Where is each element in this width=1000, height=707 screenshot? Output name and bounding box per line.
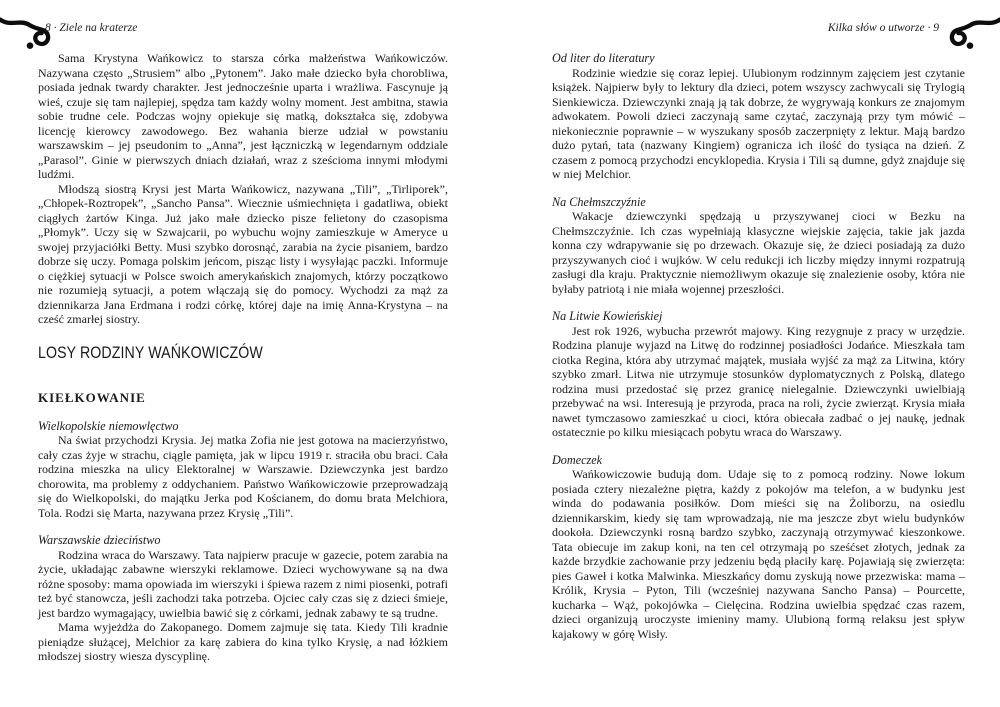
right-page [552, 21, 965, 641]
running-header-left: 8 · Ziele na kraterze [45, 22, 138, 34]
paragraph: Mama wyjeżdża do Zakopanego. Domem zajmuje się tata. Kiedy Tili kradnie pieniądze służącej, Melchior za karę zabiera do kina tylko Krysię, a nad łóżkiem młodszej siostry wiesza dyscyplinę. [38, 620, 448, 663]
subsection-subhead: Domeczek [552, 452, 603, 467]
section-domeczek [552, 453, 965, 642]
subsection-subhead: Wielkopolskie niemowlęctwo [38, 418, 179, 433]
section-od-liter-do-literatury [552, 51, 965, 182]
subsection-subhead: Warszawskie dzieciństwo [38, 533, 161, 547]
paragraph: Jest rok 1926, wybucha przewrót majowy. King rezygnuje z pracy w urzędzie. Rodzina planuje wyjazd na Litwę do rodzinnej posiadłości Jodańce. Mieszkała tam ciotka Regina, która aby utrzymać majątek, musiała wyjść za mąż za Litwina, który szybko zmarł. Litwa nie utrzymuje stosunków dyplomatycznych z Polską, dlatego rodzina musi przedostać się przez granicę nielegalnie. Dziewczynki uwielbiają przebywać na wsi. Interesują je przyroda, praca na roli, życie zwierząt. Krysia miała nawet tymczasowo zamieszkać u cioci, która obiecała zadbać o jej naukę, jednak ostatecznie po kilku miesiącach pobytu wraca do Warszawy. [552, 323, 965, 439]
paragraph: Wańkowiczowie budują dom. Udaje się to z pomocą rodziny. Nowe lokum posiada cztery niezależne piętra, każdy z pokojów ma telefon, a w budynku jest winda do podawania posiłków. Dom mieści się na Żoliborzu, na osiedlu dziennikarskim, kiedy się tam wprowadzają, nie ma jeszcze zbyt wielu budynków dookoła. Dziewczynki rosną bardzo szybko, zaczynają otrzymywać kieszonkowe. Tata obiecuje im zakup koni, na ten cel otrzymają po sześćset złotych, jednak za każde brzydkie zachowanie przy jedzeniu będą płaciły karę. Pojawiają się zwierzęta: pies Gaweł i kotka Malwinka. Mieszkańcy domu zyskują nowe przezwiska: mama – Królik, Krysia – Pyton, Tili (wcześniej nazywana Sancho Pansa) – Pourcette, kucharka – Wąż, pokojówka – Cielęcina. Rodzina uwielbia spędzać czas razem, dzieci organizują uroczyste imieniny mamy. Ulubioną formą relaksu jest spływ kajakowy w górę Wisły. [552, 467, 965, 641]
running-header-right: Kilka słów o utworze · 9 [827, 22, 939, 34]
left-page [38, 21, 448, 664]
section-na-chelmszczyznie [552, 195, 965, 297]
section-wielkopolskie-niemowlectwo [38, 419, 448, 521]
left-page-body [38, 51, 448, 664]
subsection-subhead: Na Chełmszczyźnie [552, 194, 646, 209]
subsection-subhead: Na Litwie Kowieńskiej [552, 309, 663, 323]
subsection-subhead: Od liter do literatury [552, 51, 655, 65]
section-heading: LOSY RODZINY WAŃKOWICZÓW [38, 343, 263, 362]
paragraph: Wakacje dziewczynki spędzają u przyszywanej cioci w Bezku na Chełmszczyźnie. Ich czas wypełniają klasyczne wiejskie zajęcia, takie jak jazda konna czy wdrapywanie się po drzewach. Okazuje się, że dzieci posiadają za dużo przyszywanych cioć i wujków. W celu redukcji ich liczby między innymi rozpatrują zasługi dla kraju. Praktycznie niemożliwym okazuje się znalezienie osoby, która nie byłaby patriotą i nie miała wojennej przeszłości. [552, 209, 965, 296]
paragraph: Rodzinie wiedzie się coraz lepiej. Ulubionym rodzinnym zajęciem jest czytanie książek. Najpierw były to lektury dla dzieci, potem wszyscy zachwycali się Trylogią Sienkiewicza. Dziewczynki znają ją tak dobrze, że wygrywają konkurs ze znajomym adwokatem. Powoli dzieci zaczynają same czytać, zaczynają przy tym mówić – niekoniecznie poprawnie – w wyszukany sposób zaczerpnięty z lektur. Mają bardzo dużo pytań, tata (nazwany Kingiem) ogranicza ich ilość do tysiąca na dzień. Z czasem z pomocą przychodzi encyklopedia. Krysia i Tili są dumne, gdyż znajduje się w niej Melchior. [552, 65, 965, 181]
chapter-heading: KIEŁKOWANIE [38, 389, 146, 405]
paragraph: Młodszą siostrą Krysi jest Marta Wańkowicz, nazywana „Tili”, „Tirliporek”, „Chłopek-Roztropek”, „Sancho Pansa”. Wiecznie uśmiechnięta i gadatliwa, obiekt ciągłych żartów Kinga. Już jako małe dziecko pisze felietony do czasopisma „Płomyk”. Uczy się w Szwajcarii, po wybuchu wojny zamieszkuje w Ameryce u swojej przyjaciółki Betty. Musi szybko dorosnąć, zarabia na życie pisaniem, bardzo dobrze się uczy. Pomaga polskim jeńcom, pisząc listy i wysyłając paczki. Informuje o ciężkiej sytuacji w Polsce swoich amerykańskich znajomych, którzy początkowo nie rozumieją sytuacji, a potem włączają się do pomocy. Wychodzi za mąż za dziennikarza Jana Erdmana i rodzi córkę, której daje na imię Anna-Krystyna – na cześć zmarłej siostry. [38, 181, 448, 326]
right-page-body [552, 51, 965, 641]
paragraph: Rodzina wraca do Warszawy. Tata najpierw pracuje w gazecie, potem zarabia na życie, układając zabawne wierszyki reklamowe. Dzieci wychowywane są na dwa różne sposoby: mama opowiada im wierszyki i śpiewa razem z nimi piosenki, potrafi też być stanowcza, jeśli zachodzi taka potrzeba. Ojciec cały czas się z dzieci śmieje, jest bardzo wymagający, uwielbia bawić się z córkami, jednak zabawy te są trudne. [38, 547, 448, 620]
section-warszawskie-dziecinstwo [38, 533, 448, 664]
section-na-litwie-kowienskiej [552, 309, 965, 440]
paragraph: Na świat przychodzi Krysia. Jej matka Zofia nie jest gotowa na macierzyństwo, cały czas żyje w strachu, ciągle pamięta, jak w lipcu 1919 r. straciła obu braci. Cała rodzina mieszka na ulicy Elektoralnej w Warszawie. Dziewczynka jest bardzo chorowita, ma problemy z oddychaniem. Państwo Wańkowiczowie przeprowadzają się do Wielkopolski, do majątku Jerka pod Kościanem, do domu brata Melchiora, Tola. Rodzi się Marta, nazywana przez Krysię „Tili”. [38, 433, 448, 520]
paragraph: Sama Krystyna Wańkowicz to starsza córka małżeństwa Wańkowiczów. Nazywana często „Strusiem” albo „Pytonem”. Jako małe dziecko była chorobliwa, posiada jednak twardy charakter. Jest jednocześnie uparta i wrażliwa. Fascynuje ją wieś, czuje się tam najlepiej, spędza tam każdy wolny moment. Jest ambitna, stawia sobie trudne cele. Podczas wojny opiekuje się matką, dokształca się, zdobywa licencję kierowcy zawodowego. Bez wahania bierze udział w powstaniu warszawskim – jej pseudonim to „Anna”, jest łączniczką w legendarnym oddziale „Parasol”. Ginie w pierwszych dniach działań, wraz z sześcioma innymi młodymi ludźmi. [38, 51, 448, 181]
